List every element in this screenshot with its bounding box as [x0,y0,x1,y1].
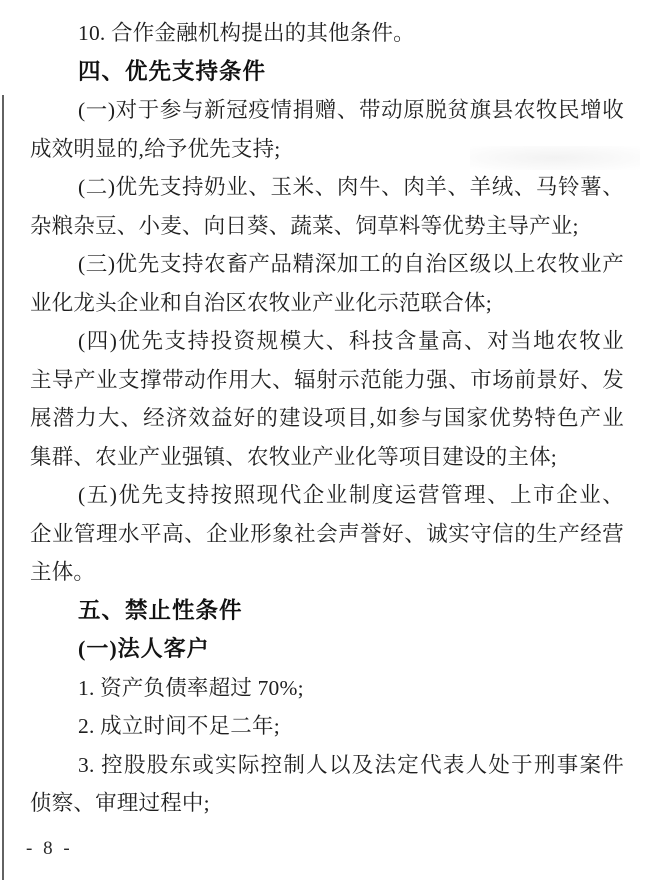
para-4-2-line-1: (二)优先支持奶业、玉米、肉牛、肉羊、羊绒、马铃薯、 [78,175,624,199]
para-4-3-line-1: (三)优先支持农畜产品精深加工的自治区级以上农牧业产 [78,252,624,276]
para-4-5-line-3: 主体。 [30,560,96,584]
clause-10: 10. 合作金融机构提出的其他条件。 [78,21,415,45]
para-4-5-line-2: 企业管理水平高、企业形象社会声誉好、诚实守信的生产经营 [30,521,624,546]
subheading-5-1-legal-person: (一)法人客户 [78,636,210,661]
clause-5-1-3-line-2: 侦察、审理过程中; [30,791,210,815]
para-4-4-line-4: 集群、农业产业强镇、农牧业产业化等项目建设的主体; [30,444,557,469]
clause-5-1-1: 1. 资产负债率超过 70%; [78,675,304,700]
para-4-1-line-1: (一)对于参与新冠疫情捐赠、带动原脱贫旗县农牧民增收 [78,98,624,122]
para-4-4-line-2: 主导产业支撑带动作用大、辐射示范能力强、市场前景好、发 [30,367,624,392]
para-4-4-line-1: (四)优先支持投资规模大、科技含量高、对当地农牧业 [78,329,624,353]
page-number: - 8 - [26,838,73,859]
para-4-3-line-2: 业化龙头企业和自治区农牧业产业化示范联合体; [30,290,492,315]
para-4-1-line-2: 成效明显的,给予优先支持; [30,136,281,161]
para-4-4-line-3: 展潜力大、经济效益好的建设项目,如参与国家优势特色产业 [30,406,624,430]
heading-section-5: 五、禁止性条件 [78,597,243,623]
heading-section-4: 四、优先支持条件 [78,58,267,84]
para-4-2-line-2: 杂粮杂豆、小麦、向日葵、蔬菜、饲草料等优势主导产业; [30,213,579,238]
para-4-5-line-1: (五)优先支持按照现代企业制度运营管理、上市企业、 [78,483,624,507]
clause-5-1-3-line-1: 3. 控股股东或实际控制人以及法定代表人处于刑事案件 [78,752,624,777]
scan-edge-artifact [2,95,4,880]
clause-5-1-2: 2. 成立时间不足二年; [78,714,280,738]
